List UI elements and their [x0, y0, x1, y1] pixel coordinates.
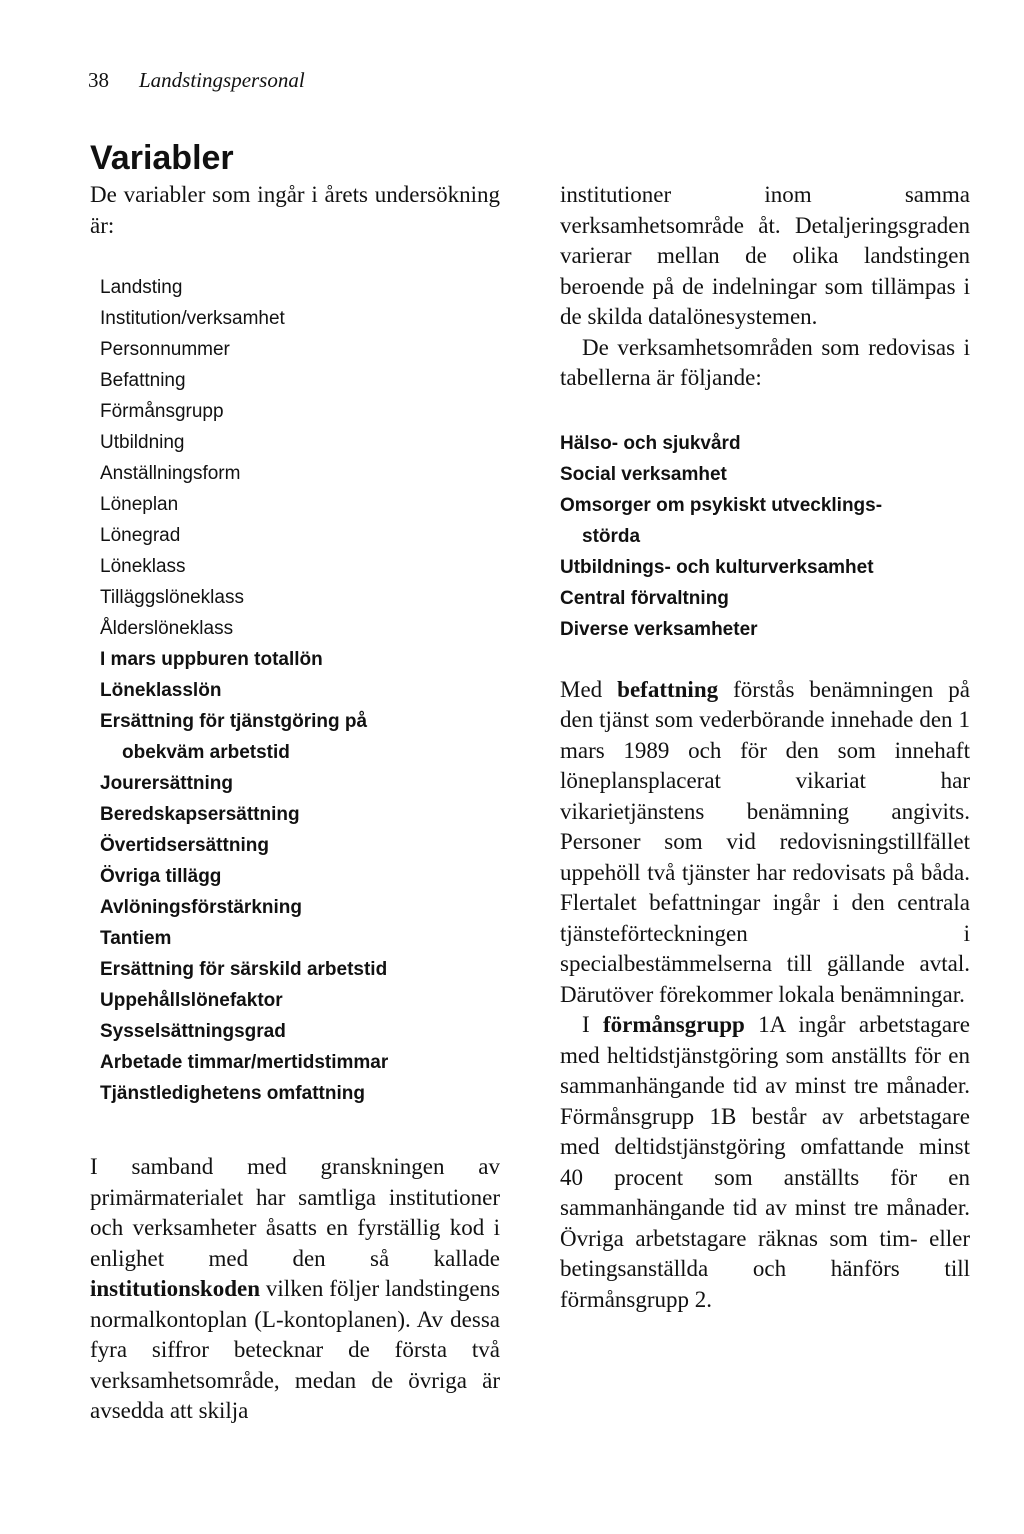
- continuation-paragraph: institutioner inom samma verksamhetsområde åt. Detaljeringsgraden varierar mellan de olika landstingen beroende på de indelningar som tillämpas i de skilda datalönesystemen.: [560, 182, 970, 329]
- variable-item-text: Jourersättning: [100, 773, 234, 794]
- variable-item-text: Uppehållslönefaktor: [100, 990, 283, 1011]
- paragraph-text: 1A ingår arbetstagare med heltidstjänstgöring som anställts för en sammanhängande tid av minst tre månader. Förmånsgrupp 1B består av arbetstagare med deltidstjänstgöring omfattande minst 40 procent som anställts för en sammanhängande tid av minst tre månader. Övriga arbetstagare räknas som tim- eller betingsanställda och hänförs till förmånsgrupp 2.: [560, 1012, 970, 1312]
- variable-item-text: Lönegrad: [100, 525, 181, 546]
- area-item-text: Hälso- och sjukvård: [560, 432, 741, 454]
- variable-item-text: Beredskapsersättning: [100, 804, 300, 825]
- activity-area-list: [560, 428, 970, 645]
- area-item: [560, 428, 970, 459]
- section-heading: Variabler: [90, 139, 234, 177]
- area-item-text: Diverse verksamheter: [560, 618, 758, 640]
- variable-item-text: Sysselsättningsgrad: [100, 1021, 286, 1042]
- area-item: [560, 490, 970, 552]
- variable-item: [100, 985, 500, 1016]
- running-title: Landstingspersonal: [139, 68, 305, 92]
- variable-item-text: I mars uppburen totallön: [100, 649, 323, 670]
- variable-list: [100, 272, 500, 1109]
- variable-item: [100, 923, 500, 954]
- variable-item: [100, 582, 500, 613]
- variable-item-text: Övriga tillägg: [100, 866, 222, 887]
- variable-item-text: Ersättning för tjänstgöring på: [100, 711, 368, 732]
- variable-item: [100, 396, 500, 427]
- area-item-text: störda: [582, 525, 641, 547]
- area-item-text: Utbildnings- och kulturverksamhet: [560, 556, 874, 578]
- variable-item: [100, 954, 500, 985]
- variable-item-text: Anställningsform: [100, 463, 241, 484]
- area-item-text: Social verksamhet: [560, 463, 727, 485]
- variable-item-text: Landsting: [100, 277, 183, 298]
- variable-item: [100, 303, 500, 334]
- variable-item-text: Övertidsersättning: [100, 835, 269, 856]
- variable-item-text: Personnummer: [100, 339, 230, 360]
- intro-paragraph: De variabler som ingår i årets undersökning är:: [90, 182, 500, 238]
- paragraph-text: vilken följer landstingens normalkontoplan (L-kontoplanen). Av dessa fyra siffror betecknar de första två verksamhetsområde, medan de övriga är avsedda att skilja: [90, 1276, 500, 1423]
- variable-item: [100, 427, 500, 458]
- variable-item-text: Befattning: [100, 370, 186, 391]
- variable-item-text: Avlöningsförstärkning: [100, 897, 302, 918]
- variable-item: [100, 1016, 500, 1047]
- variable-item-text: Tjänstledighetens omfattning: [100, 1083, 365, 1104]
- area-item-text: Omsorger om psykiskt utvecklings-: [560, 494, 883, 516]
- bold-term: befattning: [617, 676, 719, 702]
- variable-item: [100, 706, 500, 768]
- area-item: [560, 552, 970, 583]
- paragraph-text: I: [582, 1012, 603, 1037]
- variable-item-text: Ålderslöneklass: [100, 618, 234, 639]
- variable-item-text: Tilläggslöneklass: [100, 587, 244, 608]
- variable-item-text: Tantiem: [100, 928, 172, 949]
- variable-item: [100, 551, 500, 582]
- variable-item-text: Förmånsgrupp: [100, 401, 224, 422]
- variable-item-text: Löneplan: [100, 494, 179, 515]
- variable-item: [100, 334, 500, 365]
- variable-item: [100, 1078, 500, 1109]
- variable-item-text: Arbetade timmar/mertidstimmar: [100, 1052, 389, 1073]
- paragraph-text: Med: [560, 676, 618, 702]
- paragraph-text: förstås benämningen på den tjänst som vederbörande innehade den 1 mars 1989 och för den som innehaft löneplansplacerat vikariat har vikarietjänstens benämning angivits. Personer som vid redovisningstillfället uppehöll två tjänster har redovisats på båda. Flertalet befattningar ingår i den centrala tjänsteförteckningen i specialbestämmelserna till gällande avtal. Därutöver förekommer lokala benämningar.: [560, 676, 970, 1007]
- variable-item: [100, 365, 500, 396]
- variable-item: [100, 830, 500, 861]
- variable-item: [100, 489, 500, 520]
- formansgrupp-paragraph: [560, 1010, 970, 1315]
- area-item: [560, 614, 970, 645]
- variable-item: [100, 892, 500, 923]
- areas-intro-paragraph: De verksamhetsområden som redovisas i tabellerna är följande:: [560, 334, 970, 390]
- variable-item-text: Institution/verksamhet: [100, 308, 285, 329]
- right-column: [560, 180, 970, 1315]
- variable-item-text: Löneklass: [100, 556, 186, 577]
- variable-item: [100, 458, 500, 489]
- variable-item: [100, 613, 500, 644]
- area-item-text: Central förvaltning: [560, 587, 729, 609]
- bold-term: institutionskoden: [90, 1276, 261, 1301]
- area-item: [560, 583, 970, 614]
- left-column: [90, 138, 500, 1427]
- variable-item-text: Ersättning för särskild arbetstid: [100, 959, 388, 980]
- variable-item-text: Löneklasslön: [100, 680, 222, 701]
- variable-item-text: Utbildning: [100, 432, 185, 453]
- paragraph-text: I samband med granskningen av primärmaterialet har samtliga institutioner och verksamheter åsatts en fyrställig kod i enlighet med den så kallade: [90, 1154, 500, 1271]
- variable-item: [100, 675, 500, 706]
- page-number: 38: [88, 68, 109, 92]
- variable-item: [100, 1047, 500, 1078]
- variable-item: [100, 861, 500, 892]
- variable-item: [100, 799, 500, 830]
- page-header: [88, 66, 305, 94]
- variable-item: [100, 520, 500, 551]
- institution-code-paragraph: [90, 1152, 500, 1427]
- variable-item: [100, 644, 500, 675]
- variable-item: [100, 768, 500, 799]
- variable-item: [100, 272, 500, 303]
- area-item: [560, 459, 970, 490]
- variable-item-text: obekväm arbetstid: [122, 742, 290, 763]
- befattning-paragraph: [560, 675, 970, 1011]
- bold-term: förmånsgrupp: [602, 1012, 745, 1037]
